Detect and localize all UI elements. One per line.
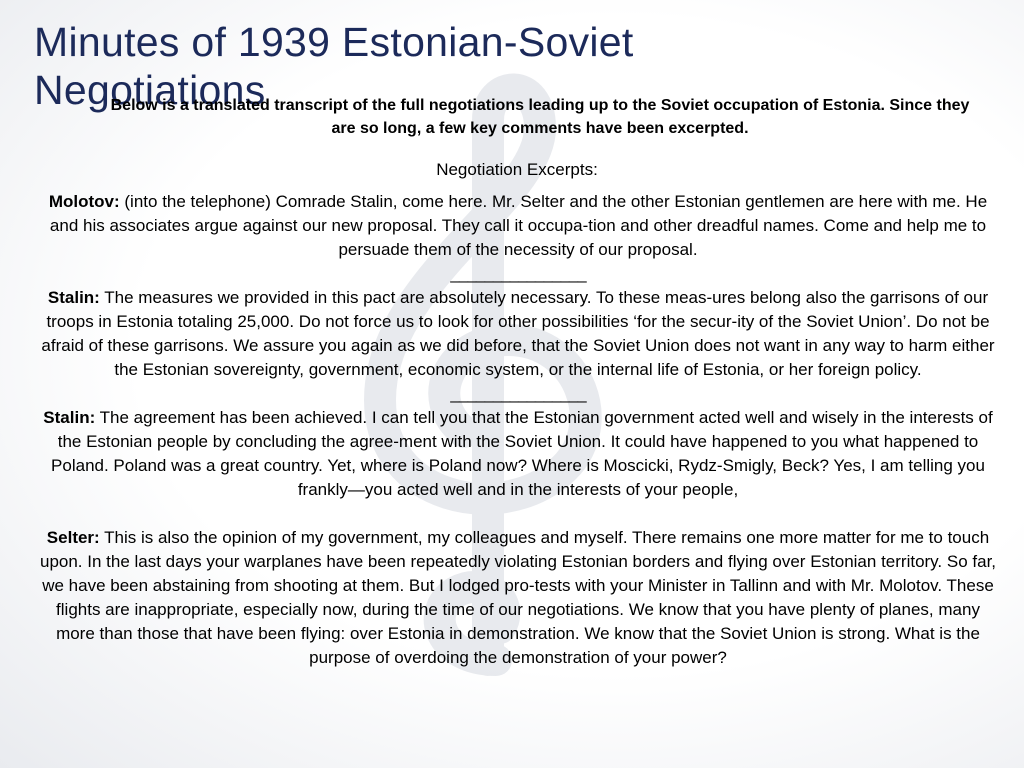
speaker-name: Molotov: — [48, 192, 120, 211]
excerpt-text: The agreement has been achieved. I can tell you that the Estonian government acted well and wisely in the interests of the Estonian people by concluding the agree-ment with the Soviet Union. It could have happened to you what happened to Poland. Poland was a great country. Yet, where is Poland now? Where is Moscicki, Rydz-Smigly, Beck? Yes, I am telling you frankly—you acted well and in the interests of your people, — [51, 408, 993, 499]
excerpts-body — [38, 190, 998, 670]
divider-line: ________________ — [450, 264, 586, 283]
excerpt-selter — [38, 526, 998, 670]
excerpt-text: The measures we provided in this pact are absolutely necessary. To these meas-ures belong also the garrisons of our troops in Estonia totaling 25,000. Do not force us to look for other possibilities ‘for the secur-ity of the Soviet Union’. Do not be afraid of these garrisons. We assure you again as we did before, that the Soviet Union does not want in any way to harm either the Estonian sovereignty, government, economic system, or the internal life of Estonia, or her foreign policy. — [41, 288, 995, 379]
excerpt-stalin-2 — [38, 406, 998, 502]
divider-line: ________________ — [450, 384, 586, 403]
intro-text: Below is a translated transcript of the full negotiations leading up to the Soviet occupation of Estonia. Since they are so long, a few key comments have been excerpted. — [110, 97, 970, 137]
excerpt-text: This is also the opinion of my government, my colleagues and myself. There remains one more matter for me to touch upon. In the last days your warplanes have been repeatedly violating Estonian borders and flying over Estonian territory. So far, we have been abstaining from shooting at them. But I lodged pro-tests with your Minister in Tallinn and with Mr. Molotov. These flights are inappropriate, especially now, during the time of our negotiations. We know that you have plenty of planes, many more than those that have been flying: over Estonia in demonstration. We know that the Soviet Union is strong. What is the purpose of overdoing the demonstration of your power? — [39, 528, 997, 667]
spacer — [38, 502, 998, 526]
excerpt-text: (into the telephone) Comrade Stalin, come here. Mr. Selter and the other Estonian gentlemen are here with me. He and his associates argue against our new proposal. They call it occupa-tion and other dreadful names. Come and help me to persuade them of the necessity of our proposal. — [49, 192, 988, 259]
speaker-name: Selter: — [46, 528, 100, 547]
speaker-name: Stalin: — [43, 408, 96, 427]
speaker-name: Stalin: — [47, 288, 100, 307]
section-heading: Negotiation Excerpts: — [436, 160, 598, 179]
excerpt-molotov — [38, 190, 998, 262]
excerpt-stalin-1 — [38, 286, 998, 382]
slide-title: Minutes of 1939 Estonian-Soviet Negotiations — [34, 19, 634, 113]
